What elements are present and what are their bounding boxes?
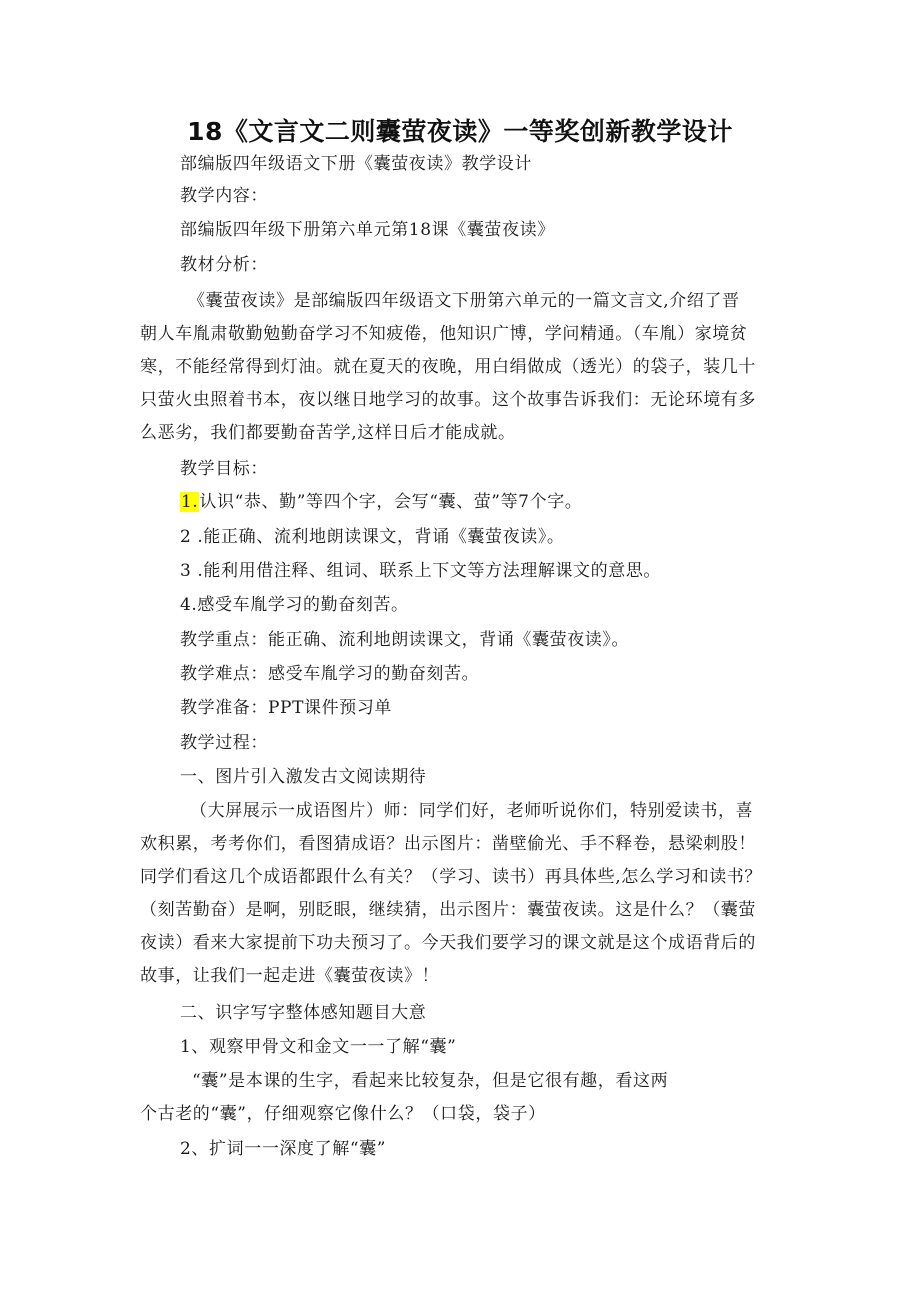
section-1-paragraph-line: 欢积累，考考你们，看图猜成语？出示图片：凿壁偷光、手不释卷，悬梁刺股！ (140, 834, 756, 854)
section-1-heading: 一、图片引入激发古文阅读期待 (180, 767, 427, 787)
key-point: 教学重点：能正确、流利地朗读课文，背诵《囊萤夜读》。 (180, 630, 630, 650)
content-label: 教学内容： (180, 186, 268, 206)
section-1-paragraph-line: （刻苦勤奋）是啊，别眨眼，继续猜，出示图片：囊萤夜读。这是什么？（囊萤 (140, 900, 756, 920)
analysis-label: 教材分析： (180, 255, 268, 275)
analysis-paragraph-line: 朝人车胤肃敬勤勉勤奋学习不知疲倦，他知识广博，学问精通。（车胤）家境贫 (140, 324, 748, 344)
goal-2: 2 .能正确、流利地朗读课文，背诵《囊萤夜读》。 (180, 527, 565, 547)
highlighted-goal-number: 1. (181, 492, 199, 512)
analysis-paragraph-line: 么恶劣，我们都要勤奋苦学,这样日后才能成就。 (140, 423, 516, 443)
section-1-paragraph-line: （大屏展示一成语图片）师：同学们好，老师听说你们，特别爱读书，喜 (190, 801, 754, 821)
preparation: 教学准备：PPT课件预习单 (180, 698, 393, 718)
analysis-paragraph-line: 寒，不能经常得到灯油。就在夏天的夜晚，用白绢做成（透光）的袋子，装几十 (140, 357, 756, 377)
analysis-paragraph-line: 只萤火虫照着书本，夜以继日地学习的故事。这个故事告诉我们：无论环境有多 (140, 390, 756, 410)
document-title: 18《文言文二则囊萤夜读》一等奖创新教学设计 (187, 117, 733, 146)
section-2-heading: 二、识字写字整体感知题目大意 (180, 1003, 427, 1023)
goal-4: 4.感受车胤学习的勤奋刻苦。 (180, 595, 409, 615)
goal-1 (180, 490, 582, 514)
goal-3: 3 .能利用借注释、组词、联系上下文等方法理解课文的意思。 (180, 561, 662, 581)
step-1-paragraph-line: 个古老的“囊”，仔细观察它像什么？（口袋，袋子） (140, 1104, 546, 1124)
step-2-heading: 2、扩词一一深度了解“囊” (180, 1139, 386, 1159)
goals-label: 教学目标： (180, 459, 268, 479)
process-label: 教学过程： (180, 733, 268, 753)
section-1-paragraph-line: 同学们看这几个成语都跟什么有关？（学习、读书）再具体些,怎么学习和读书？ (140, 867, 763, 887)
subtitle: 部编版四年级语文下册《囊萤夜读》教学设计 (180, 154, 532, 174)
difficulty: 教学难点：感受车胤学习的勤奋刻苦。 (180, 664, 480, 684)
goal-1-text: 认识“恭、勤”等四个字，会写“囊、萤”等7个字。 (199, 492, 583, 512)
content-text: 部编版四年级下册第六单元第18课《囊萤夜读》 (180, 220, 555, 240)
step-1-heading: 1、观察甲骨文和金文一一了解“囊” (180, 1037, 457, 1057)
step-1-paragraph-line: “囊”是本课的生字，看起来比较复杂，但是它很有趣，看这两 (192, 1071, 669, 1091)
section-1-paragraph-line: 夜读）看来大家提前下功夫预习了。今天我们要学习的课文就是这个成语背后的 (140, 933, 756, 953)
section-1-paragraph-line: 故事，让我们一起走进《囊萤夜读》！ (140, 966, 440, 986)
analysis-paragraph-line: 《囊萤夜读》是部编版四年级语文下册第六单元的一篇文言文,介绍了晋 (188, 291, 740, 311)
